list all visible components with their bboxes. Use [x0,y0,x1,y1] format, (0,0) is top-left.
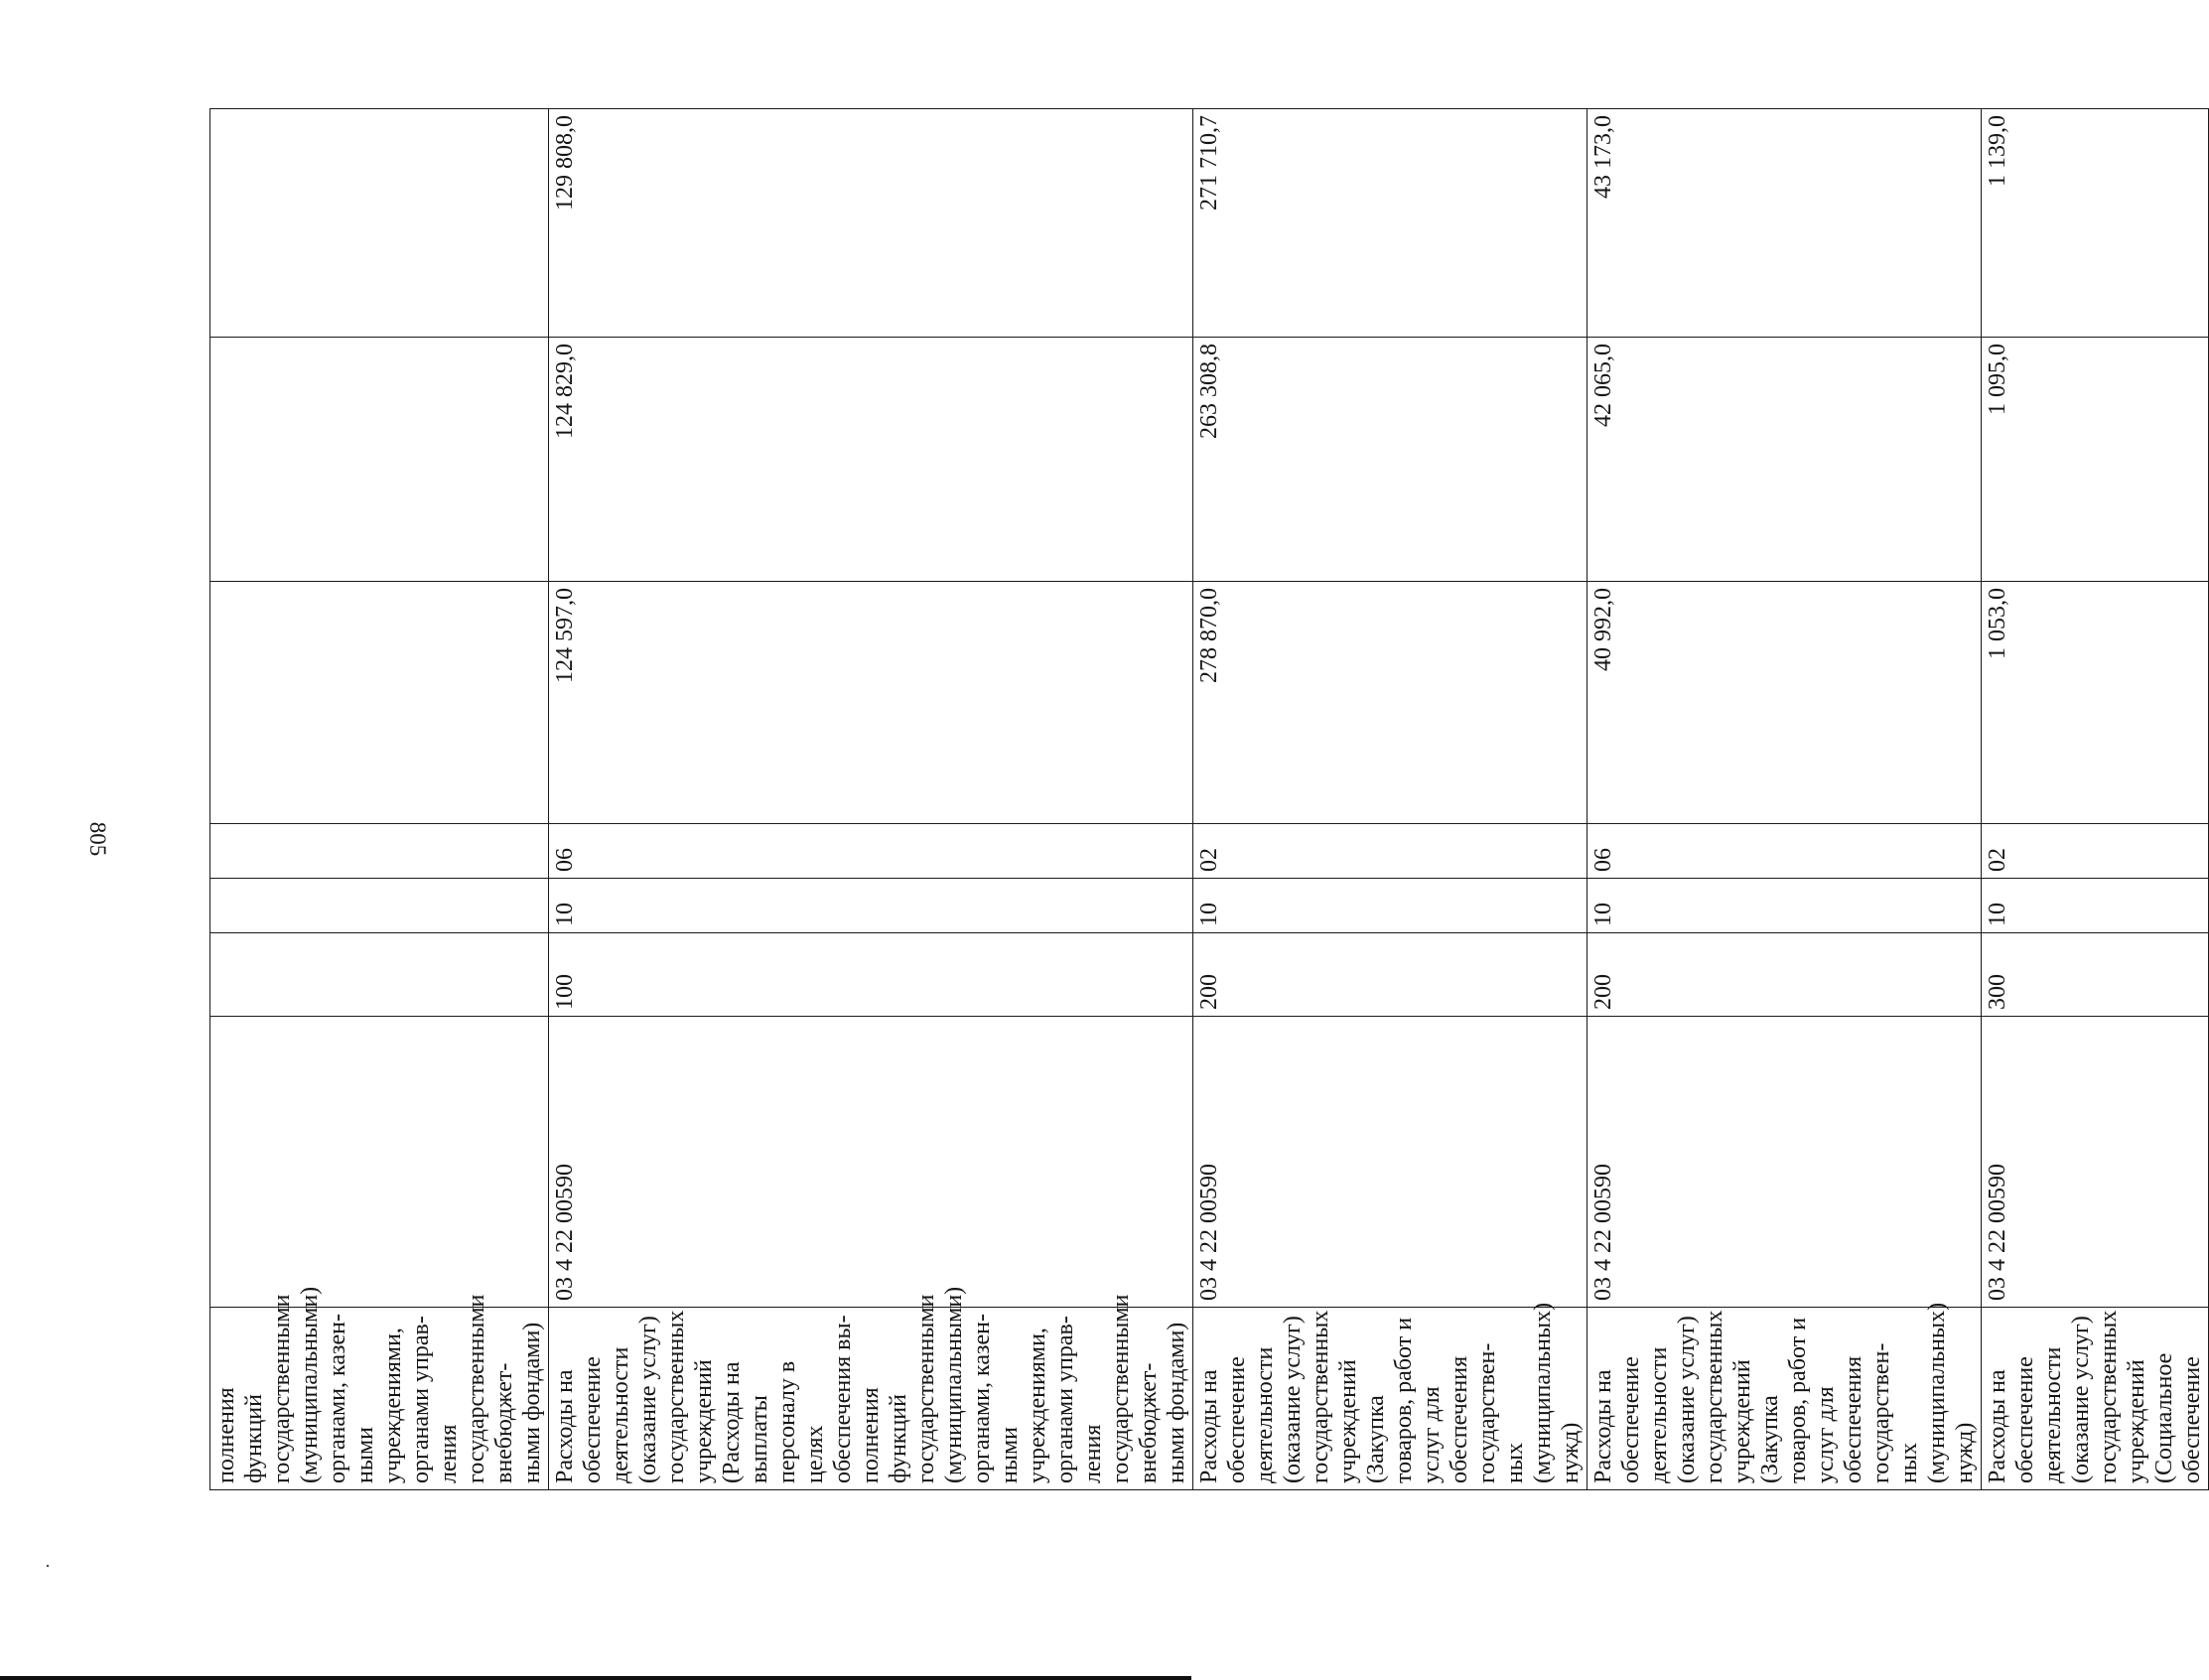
description-cell: Расходы на обеспечение деятельности (оказание услуг) государственных учреждений (Социальное обеспечение [1982,1308,2209,1490]
table-row [1193,109,1588,1490]
amount-cell-1 [210,582,549,824]
description-cell: полнения функций государственными (муниципальными) органами, казен- ными учреждениями, органами управ- ления государственными внебюджет- ными фондами) [210,1308,549,1490]
expense-type-cell: 100 [549,933,1193,1017]
table-row [210,109,549,1490]
table-row [1982,109,2209,1490]
target-article-cell: 03 4 22 00590 [549,1017,1193,1308]
expense-type-cell [210,933,549,1017]
table-row [549,109,1193,1490]
description-cell: Расходы на обеспечение деятельности (оказание услуг) государственных учреждений (Закупка товаров, работ и услуг для обеспечения государствен- ных (муниципальных) нужд) [1193,1308,1588,1490]
scan-bottom-edge [0,1676,1191,1680]
amount-cell-2: 263 308,8 [1193,338,1588,582]
target-article-cell: 03 4 22 00590 [1588,1017,1982,1308]
table-row [1588,109,1982,1490]
subsection-cell: 02 [1193,824,1588,879]
amount-cell-3: 129 808,0 [549,109,1193,338]
section-cell: 10 [549,879,1193,933]
amount-cell-3 [210,109,549,338]
expense-type-cell: 200 [1193,933,1588,1017]
amount-cell-2: 124 829,0 [549,338,1193,582]
description-cell: Расходы на обеспечение деятельности (оказание услуг) государственных учреждений (Закупка товаров, работ и услуг для обеспечения государствен- ных (муниципальных) нужд) [1588,1308,1982,1490]
amount-cell-3: 1 139,0 [1982,109,2209,338]
description-cell: Расходы на обеспечение деятельности (оказание услуг) государственных учреждений (Расходы на выплаты персоналу в целях обеспечения вы- полнения функций государственными (муниципальными) органами, казен- ными учреждениями, органами управ- ления государственными внебюджет- ными фондами) [549,1308,1193,1490]
amount-cell-1: 278 870,0 [1193,582,1588,824]
section-cell: 10 [1588,879,1982,933]
amount-cell-1: 40 992,0 [1588,582,1982,824]
budget-table [209,108,2209,1490]
amount-cell-1: 124 597,0 [549,582,1193,824]
amount-cell-2: 42 065,0 [1588,338,1982,582]
target-article-cell [210,1017,549,1308]
amount-cell-1: 1 053,0 [1982,582,2209,824]
target-article-cell: 03 4 22 00590 [1982,1017,2209,1308]
section-cell: 10 [1193,879,1588,933]
subsection-cell: 06 [549,824,1193,879]
amount-cell-3: 271 710,7 [1193,109,1588,338]
expense-type-cell: 300 [1982,933,2209,1017]
page-number: 805 [85,821,110,857]
expense-type-cell: 200 [1588,933,1982,1017]
scan-speck [47,1565,49,1567]
subsection-cell: 02 [1982,824,2209,879]
subsection-cell: 06 [1588,824,1982,879]
amount-cell-2: 1 095,0 [1982,338,2209,582]
section-cell [210,879,549,933]
section-cell: 10 [1982,879,2209,933]
subsection-cell [210,824,549,879]
rotated-table-wrapper [209,109,2205,1490]
amount-cell-3: 43 173,0 [1588,109,1982,338]
amount-cell-2 [210,338,549,582]
target-article-cell: 03 4 22 00590 [1193,1017,1588,1308]
